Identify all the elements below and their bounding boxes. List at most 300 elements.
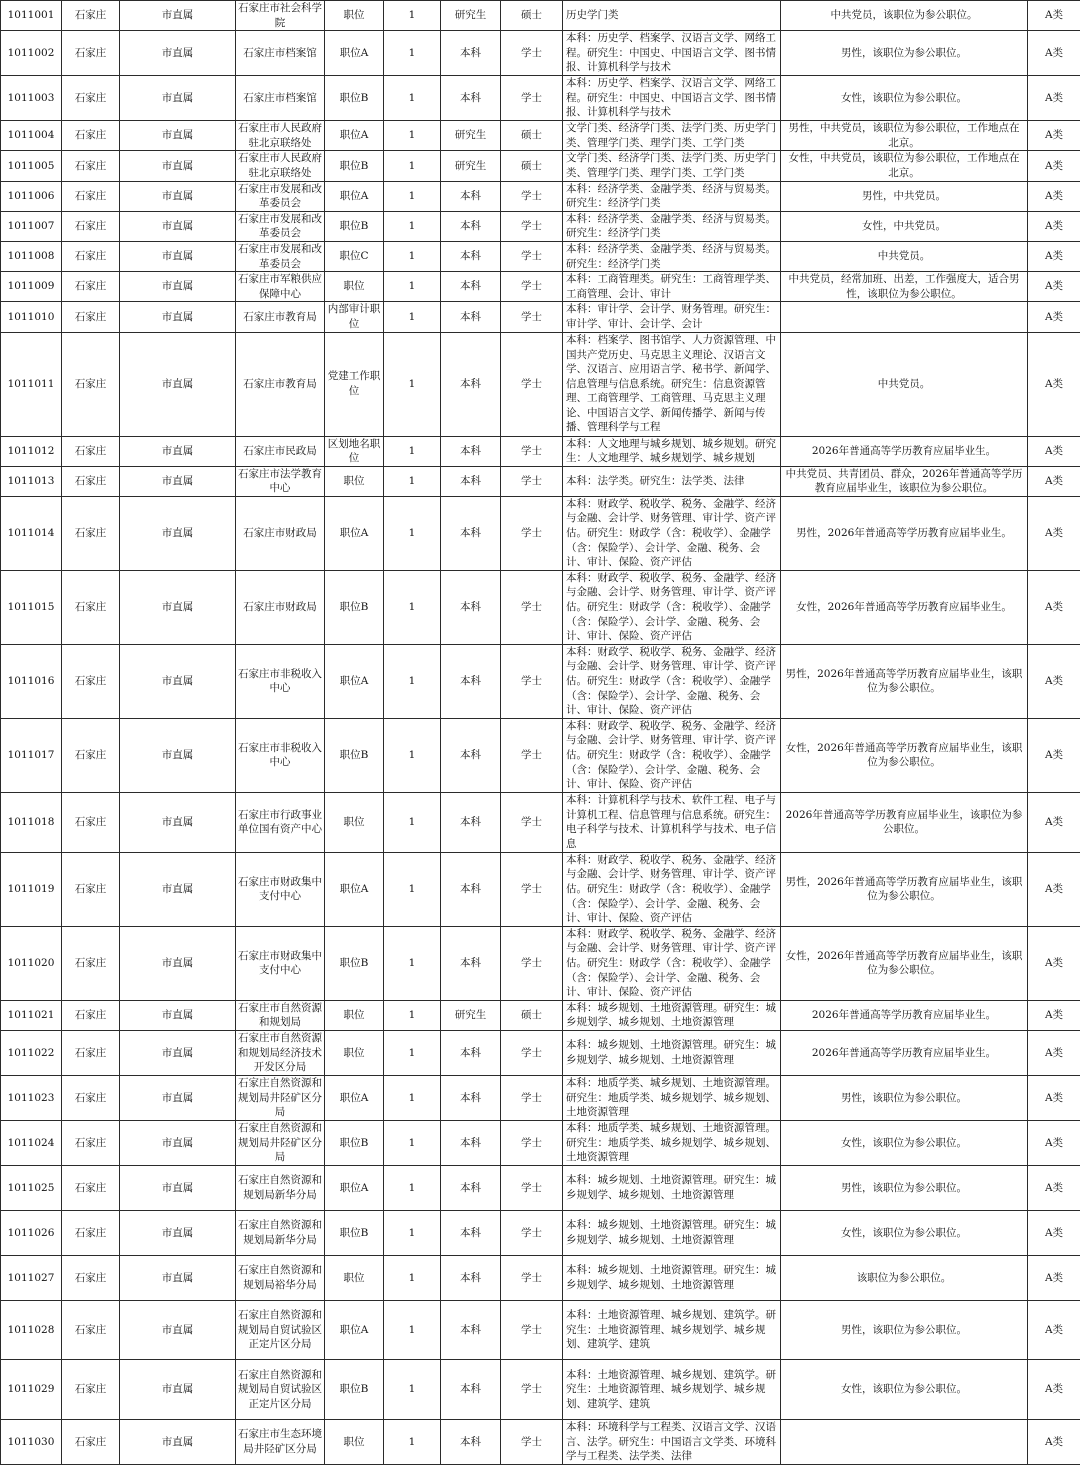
table-row: [1, 302, 1080, 332]
education-cell: 本科: [441, 1211, 501, 1256]
category-cell: A类: [1028, 1000, 1080, 1030]
table-row: [1, 1121, 1080, 1166]
table-row: [1, 1301, 1080, 1360]
category-cell: A类: [1028, 211, 1080, 241]
city-cell: 石家庄: [62, 466, 120, 496]
table-row: [1, 570, 1080, 644]
education-cell: 本科: [441, 1420, 501, 1465]
major-cell: 本科：经济学类、金融学类、经济与贸易类。研究生：经济学门类: [563, 211, 781, 241]
position-name-cell: 内部审计职位: [325, 302, 384, 332]
headcount-cell: 1: [384, 436, 441, 466]
level-cell: 市直属: [120, 852, 236, 926]
position-code-cell: 1011016: [1, 644, 62, 718]
city-cell: 石家庄: [62, 241, 120, 271]
notes-cell: 女性，2026年普通高等学历教育应届毕业生。: [781, 570, 1028, 644]
level-cell: 市直属: [120, 1076, 236, 1121]
major-cell: 本科：城乡规划、土地资源管理。研究生：城乡规划学、城乡规划、土地资源管理: [563, 1166, 781, 1211]
position-code-cell: 1011010: [1, 302, 62, 332]
headcount-cell: 1: [384, 1076, 441, 1121]
table-row: [1, 926, 1080, 1000]
category-cell: A类: [1028, 1121, 1080, 1166]
headcount-cell: 1: [384, 718, 441, 792]
level-cell: 市直属: [120, 926, 236, 1000]
position-code-cell: 1011008: [1, 241, 62, 271]
major-cell: 本科：法学类。研究生：法学类、法律: [563, 466, 781, 496]
headcount-cell: 1: [384, 1360, 441, 1420]
position-code-cell: 1011013: [1, 466, 62, 496]
major-cell: 本科：财政学、税收学、税务、金融学、经济与金融、会计学、财务管理、审计学、资产评估。研究生：财政学（含：税收学）、金融学（含：保险学）、会计学、金融、税务、会计、审计、保险、资产评估: [563, 570, 781, 644]
level-cell: 市直属: [120, 1166, 236, 1211]
position-name-cell: 职位B: [325, 151, 384, 181]
city-cell: 石家庄: [62, 1076, 120, 1121]
position-code-cell: 1011023: [1, 1076, 62, 1121]
major-cell: 本科：城乡规划、土地资源管理。研究生：城乡规划学、城乡规划、土地资源管理: [563, 1256, 781, 1301]
level-cell: 市直属: [120, 718, 236, 792]
category-cell: A类: [1028, 1420, 1080, 1465]
city-cell: 石家庄: [62, 1211, 120, 1256]
headcount-cell: 1: [384, 644, 441, 718]
agency-cell: 石家庄市自然资源和规划局: [236, 1000, 325, 1030]
category-cell: A类: [1028, 1211, 1080, 1256]
agency-cell: 石家庄自然资源和规划局新华分局: [236, 1166, 325, 1211]
major-cell: 本科：环境科学与工程类、汉语言文学、汉语言、法学。研究生：中国语言文学类、环境科学与工程类、法学类、法律: [563, 1420, 781, 1465]
headcount-cell: 1: [384, 241, 441, 271]
headcount-cell: 1: [384, 121, 441, 151]
education-cell: 本科: [441, 436, 501, 466]
major-cell: 本科：财政学、税收学、税务、金融学、经济与金融、会计学、财务管理、审计学、资产评估。研究生：财政学（含：税收学）、金融学（含：保险学）、会计学、金融、税务、会计、审计、保险、资产评估: [563, 926, 781, 1000]
major-cell: 本科：城乡规划、土地资源管理。研究生：城乡规划学、城乡规划、土地资源管理: [563, 1211, 781, 1256]
level-cell: 市直属: [120, 211, 236, 241]
degree-cell: 学士: [501, 1301, 563, 1360]
level-cell: 市直属: [120, 1031, 236, 1076]
agency-cell: 石家庄市行政事业单位国有资产中心: [236, 792, 325, 852]
education-cell: 本科: [441, 211, 501, 241]
level-cell: 市直属: [120, 1256, 236, 1301]
city-cell: 石家庄: [62, 1420, 120, 1465]
education-cell: 本科: [441, 1121, 501, 1166]
category-cell: A类: [1028, 436, 1080, 466]
position-name-cell: 职位B: [325, 211, 384, 241]
notes-cell: 女性，中共党员，该职位为参公职位，工作地点在北京。: [781, 151, 1028, 181]
position-name-cell: 职位: [325, 1256, 384, 1301]
city-cell: 石家庄: [62, 718, 120, 792]
degree-cell: 学士: [501, 718, 563, 792]
degree-cell: 学士: [501, 31, 563, 76]
city-cell: 石家庄: [62, 1360, 120, 1420]
city-cell: 石家庄: [62, 1256, 120, 1301]
level-cell: 市直属: [120, 644, 236, 718]
agency-cell: 石家庄市生态环境局井陉矿区分局: [236, 1420, 325, 1465]
city-cell: 石家庄: [62, 1000, 120, 1030]
degree-cell: 学士: [501, 272, 563, 302]
notes-cell: 2026年普通高等学历教育应届毕业生。: [781, 1031, 1028, 1076]
education-cell: 本科: [441, 570, 501, 644]
level-cell: 市直属: [120, 1211, 236, 1256]
major-cell: 本科：土地资源管理、城乡规划、建筑学。研究生：土地资源管理、城乡规划学、城乡规划、建筑学、建筑: [563, 1301, 781, 1360]
table-row: [1, 241, 1080, 271]
position-code-cell: 1011011: [1, 332, 62, 436]
degree-cell: 学士: [501, 1211, 563, 1256]
headcount-cell: 1: [384, 151, 441, 181]
education-cell: 本科: [441, 1360, 501, 1420]
major-cell: 本科：地质学类、城乡规划、土地资源管理。研究生：地质学类、城乡规划学、城乡规划、土地资源管理: [563, 1076, 781, 1121]
position-name-cell: 党建工作职位: [325, 332, 384, 436]
agency-cell: 石家庄自然资源和规划局井陉矿区分局: [236, 1121, 325, 1166]
education-cell: 本科: [441, 272, 501, 302]
notes-cell: 女性，2026年普通高等学历教育应届毕业生，该职位为参公职位。: [781, 718, 1028, 792]
city-cell: 石家庄: [62, 496, 120, 570]
headcount-cell: 1: [384, 466, 441, 496]
category-cell: A类: [1028, 272, 1080, 302]
major-cell: 本科：城乡规划、土地资源管理。研究生：城乡规划学、城乡规划、土地资源管理: [563, 1031, 781, 1076]
major-cell: 本科：计算机科学与技术、软件工程、电子与计算机工程、信息管理与信息系统。研究生：电子科学与技术、计算机科学与技术、电子信息: [563, 792, 781, 852]
degree-cell: 学士: [501, 852, 563, 926]
table-row: [1, 792, 1080, 852]
city-cell: 石家庄: [62, 1031, 120, 1076]
position-code-cell: 1011025: [1, 1166, 62, 1211]
position-name-cell: 职位A: [325, 496, 384, 570]
level-cell: 市直属: [120, 496, 236, 570]
category-cell: A类: [1028, 718, 1080, 792]
position-code-cell: 1011004: [1, 121, 62, 151]
position-code-cell: 1011018: [1, 792, 62, 852]
table-row: [1, 1211, 1080, 1256]
notes-cell: 女性，该职位为参公职位。: [781, 1360, 1028, 1420]
city-cell: 石家庄: [62, 121, 120, 151]
position-name-cell: 职位A: [325, 121, 384, 151]
notes-cell: 男性，该职位为参公职位。: [781, 31, 1028, 76]
notes-cell: 男性，中共党员。: [781, 181, 1028, 211]
position-name-cell: 职位A: [325, 1301, 384, 1360]
notes-cell: [781, 1420, 1028, 1465]
agency-cell: 石家庄市教育局: [236, 302, 325, 332]
major-cell: 历史学门类: [563, 1, 781, 31]
city-cell: 石家庄: [62, 31, 120, 76]
degree-cell: 学士: [501, 792, 563, 852]
position-code-cell: 1011027: [1, 1256, 62, 1301]
position-code-cell: 1011029: [1, 1360, 62, 1420]
category-cell: A类: [1028, 496, 1080, 570]
category-cell: A类: [1028, 241, 1080, 271]
major-cell: 本科：历史学、档案学、汉语言文学、网络工程。研究生：中国史、中国语言文学、图书情报、计算机科学与技术: [563, 31, 781, 76]
major-cell: 文学门类、经济学门类、法学门类、历史学门类、管理学门类、理学门类、工学门类: [563, 121, 781, 151]
table-row: [1, 466, 1080, 496]
education-cell: 研究生: [441, 1, 501, 31]
positions-table-body: [1, 1, 1080, 1465]
city-cell: 石家庄: [62, 151, 120, 181]
headcount-cell: 1: [384, 1031, 441, 1076]
table-row: [1, 181, 1080, 211]
position-code-cell: 1011001: [1, 1, 62, 31]
city-cell: 石家庄: [62, 644, 120, 718]
category-cell: A类: [1028, 76, 1080, 121]
agency-cell: 石家庄市人民政府驻北京联络处: [236, 121, 325, 151]
notes-cell: 中共党员。: [781, 241, 1028, 271]
notes-cell: 男性，2026年普通高等学历教育应届毕业生，该职位为参公职位。: [781, 852, 1028, 926]
table-row: [1, 1, 1080, 31]
degree-cell: 学士: [501, 1256, 563, 1301]
headcount-cell: 1: [384, 1121, 441, 1166]
level-cell: 市直属: [120, 792, 236, 852]
headcount-cell: 1: [384, 211, 441, 241]
position-name-cell: 职位B: [325, 570, 384, 644]
position-code-cell: 1011015: [1, 570, 62, 644]
notes-cell: 男性，该职位为参公职位。: [781, 1166, 1028, 1211]
position-code-cell: 1011028: [1, 1301, 62, 1360]
position-name-cell: 职位: [325, 1031, 384, 1076]
major-cell: 本科：经济学类、金融学类、经济与贸易类。研究生：经济学门类: [563, 241, 781, 271]
notes-cell: 女性，该职位为参公职位。: [781, 1121, 1028, 1166]
position-code-cell: 1011020: [1, 926, 62, 1000]
notes-cell: 男性，2026年普通高等学历教育应届毕业生。: [781, 496, 1028, 570]
headcount-cell: 1: [384, 1256, 441, 1301]
headcount-cell: 1: [384, 496, 441, 570]
level-cell: 市直属: [120, 121, 236, 151]
degree-cell: 硕士: [501, 1, 563, 31]
education-cell: 本科: [441, 718, 501, 792]
position-name-cell: 职位A: [325, 852, 384, 926]
major-cell: 本科：财政学、税收学、税务、金融学、经济与金融、会计学、财务管理、审计学、资产评估。研究生：财政学（含：税收学）、金融学（含：保险学）、会计学、金融、税务、会计、审计、保险、资产评估: [563, 644, 781, 718]
notes-cell: 男性，2026年普通高等学历教育应届毕业生，该职位为参公职位。: [781, 644, 1028, 718]
notes-cell: 男性，该职位为参公职位。: [781, 1301, 1028, 1360]
headcount-cell: 1: [384, 1301, 441, 1360]
agency-cell: 石家庄市军粮供应保障中心: [236, 272, 325, 302]
agency-cell: 石家庄市法学教育中心: [236, 466, 325, 496]
major-cell: 本科：财政学、税收学、税务、金融学、经济与金融、会计学、财务管理、审计学、资产评估。研究生：财政学（含：税收学）、金融学（含：保险学）、会计学、金融、税务、会计、审计、保险、资产评估: [563, 496, 781, 570]
notes-cell: 男性，中共党员，该职位为参公职位，工作地点在北京。: [781, 121, 1028, 151]
category-cell: A类: [1028, 1166, 1080, 1211]
agency-cell: 石家庄自然资源和规划局自贸试验区正定片区分局: [236, 1360, 325, 1420]
agency-cell: 石家庄市档案馆: [236, 76, 325, 121]
category-cell: A类: [1028, 1301, 1080, 1360]
city-cell: 石家庄: [62, 436, 120, 466]
position-name-cell: 职位: [325, 466, 384, 496]
education-cell: 本科: [441, 1166, 501, 1211]
agency-cell: 石家庄市人民政府驻北京联络处: [236, 151, 325, 181]
agency-cell: 石家庄市发展和改革委员会: [236, 211, 325, 241]
agency-cell: 石家庄市教育局: [236, 332, 325, 436]
category-cell: A类: [1028, 302, 1080, 332]
headcount-cell: 1: [384, 1166, 441, 1211]
agency-cell: 石家庄市发展和改革委员会: [236, 241, 325, 271]
headcount-cell: 1: [384, 1, 441, 31]
education-cell: 本科: [441, 332, 501, 436]
education-cell: 本科: [441, 302, 501, 332]
city-cell: 石家庄: [62, 211, 120, 241]
notes-cell: 2026年普通高等学历教育应届毕业生，该职位为参公职位。: [781, 792, 1028, 852]
position-code-cell: 1011026: [1, 1211, 62, 1256]
city-cell: 石家庄: [62, 792, 120, 852]
notes-cell: 中共党员、共青团员、群众，2026年普通高等学历教育应届毕业生，该职位为参公职位。: [781, 466, 1028, 496]
notes-cell: 女性，该职位为参公职位。: [781, 1211, 1028, 1256]
table-row: [1, 272, 1080, 302]
position-code-cell: 1011005: [1, 151, 62, 181]
agency-cell: 石家庄自然资源和规划局裕华分局: [236, 1256, 325, 1301]
agency-cell: 石家庄市社会科学院: [236, 1, 325, 31]
level-cell: 市直属: [120, 1301, 236, 1360]
agency-cell: 石家庄市财政集中支付中心: [236, 926, 325, 1000]
notes-cell: 中共党员。: [781, 332, 1028, 436]
degree-cell: 学士: [501, 181, 563, 211]
category-cell: A类: [1028, 121, 1080, 151]
level-cell: 市直属: [120, 241, 236, 271]
position-name-cell: 职位A: [325, 181, 384, 211]
level-cell: 市直属: [120, 332, 236, 436]
headcount-cell: 1: [384, 302, 441, 332]
headcount-cell: 1: [384, 1420, 441, 1465]
degree-cell: 学士: [501, 1166, 563, 1211]
agency-cell: 石家庄市非税收入中心: [236, 644, 325, 718]
degree-cell: 学士: [501, 570, 563, 644]
headcount-cell: 1: [384, 181, 441, 211]
position-name-cell: 职位B: [325, 718, 384, 792]
degree-cell: 学士: [501, 332, 563, 436]
table-row: [1, 1076, 1080, 1121]
table-row: [1, 644, 1080, 718]
level-cell: 市直属: [120, 31, 236, 76]
education-cell: 本科: [441, 496, 501, 570]
position-code-cell: 1011030: [1, 1420, 62, 1465]
education-cell: 本科: [441, 644, 501, 718]
headcount-cell: 1: [384, 792, 441, 852]
city-cell: 石家庄: [62, 76, 120, 121]
notes-cell: 女性，中共党员。: [781, 211, 1028, 241]
education-cell: 本科: [441, 852, 501, 926]
position-code-cell: 1011012: [1, 436, 62, 466]
major-cell: 本科：财政学、税收学、税务、金融学、经济与金融、会计学、财务管理、审计学、资产评估。研究生：财政学（含：税收学）、金融学（含：保险学）、会计学、金融、税务、会计、审计、保险、资产评估: [563, 852, 781, 926]
table-row: [1, 852, 1080, 926]
position-code-cell: 1011007: [1, 211, 62, 241]
city-cell: 石家庄: [62, 302, 120, 332]
level-cell: 市直属: [120, 570, 236, 644]
category-cell: A类: [1028, 466, 1080, 496]
level-cell: 市直属: [120, 272, 236, 302]
level-cell: 市直属: [120, 466, 236, 496]
category-cell: A类: [1028, 151, 1080, 181]
category-cell: A类: [1028, 332, 1080, 436]
agency-cell: 石家庄自然资源和规划局新华分局: [236, 1211, 325, 1256]
table-row: [1, 211, 1080, 241]
level-cell: 市直属: [120, 151, 236, 181]
city-cell: 石家庄: [62, 1121, 120, 1166]
degree-cell: 学士: [501, 436, 563, 466]
degree-cell: 学士: [501, 466, 563, 496]
major-cell: 本科：经济学类、金融学类、经济与贸易类。研究生：经济学门类: [563, 181, 781, 211]
notes-cell: 女性，2026年普通高等学历教育应届毕业生，该职位为参公职位。: [781, 926, 1028, 1000]
category-cell: A类: [1028, 1256, 1080, 1301]
category-cell: A类: [1028, 181, 1080, 211]
position-name-cell: 职位B: [325, 926, 384, 1000]
degree-cell: 学士: [501, 1121, 563, 1166]
major-cell: 文学门类、经济学门类、法学门类、历史学门类、管理学门类、理学门类、工学门类: [563, 151, 781, 181]
table-row: [1, 151, 1080, 181]
table-row: [1, 1000, 1080, 1030]
agency-cell: 石家庄自然资源和规划局自贸试验区正定片区分局: [236, 1301, 325, 1360]
education-cell: 本科: [441, 466, 501, 496]
position-code-cell: 1011002: [1, 31, 62, 76]
education-cell: 本科: [441, 1301, 501, 1360]
category-cell: A类: [1028, 852, 1080, 926]
position-name-cell: 职位: [325, 272, 384, 302]
degree-cell: 学士: [501, 926, 563, 1000]
city-cell: 石家庄: [62, 272, 120, 302]
headcount-cell: 1: [384, 31, 441, 76]
degree-cell: 学士: [501, 211, 563, 241]
category-cell: A类: [1028, 1031, 1080, 1076]
table-row: [1, 1360, 1080, 1420]
city-cell: 石家庄: [62, 1, 120, 31]
position-name-cell: 职位C: [325, 241, 384, 271]
headcount-cell: 1: [384, 852, 441, 926]
headcount-cell: 1: [384, 570, 441, 644]
position-name-cell: 职位: [325, 1, 384, 31]
table-row: [1, 718, 1080, 792]
position-code-cell: 1011022: [1, 1031, 62, 1076]
category-cell: A类: [1028, 926, 1080, 1000]
position-name-cell: 职位: [325, 792, 384, 852]
degree-cell: 学士: [501, 1420, 563, 1465]
category-cell: A类: [1028, 570, 1080, 644]
category-cell: A类: [1028, 1076, 1080, 1121]
education-cell: 本科: [441, 792, 501, 852]
notes-cell: 2026年普通高等学历教育应届毕业生。: [781, 1000, 1028, 1030]
headcount-cell: 1: [384, 332, 441, 436]
degree-cell: 学士: [501, 644, 563, 718]
table-row: [1, 31, 1080, 76]
degree-cell: 学士: [501, 496, 563, 570]
category-cell: A类: [1028, 792, 1080, 852]
position-code-cell: 1011017: [1, 718, 62, 792]
position-code-cell: 1011014: [1, 496, 62, 570]
major-cell: 本科：工商管理类。研究生：工商管理学类、工商管理、会计、审计: [563, 272, 781, 302]
level-cell: 市直属: [120, 1121, 236, 1166]
education-cell: 本科: [441, 1031, 501, 1076]
education-cell: 研究生: [441, 1000, 501, 1030]
level-cell: 市直属: [120, 1420, 236, 1465]
agency-cell: 石家庄市非税收入中心: [236, 718, 325, 792]
notes-cell: 该职位为参公职位。: [781, 1256, 1028, 1301]
major-cell: 本科：土地资源管理、城乡规划、建筑学。研究生：土地资源管理、城乡规划学、城乡规划、建筑学、建筑: [563, 1360, 781, 1420]
level-cell: 市直属: [120, 302, 236, 332]
position-name-cell: 职位B: [325, 1211, 384, 1256]
notes-cell: 中共党员，该职位为参公职位。: [781, 1, 1028, 31]
notes-cell: 2026年普通高等学历教育应届毕业生。: [781, 436, 1028, 466]
agency-cell: 石家庄市民政局: [236, 436, 325, 466]
level-cell: 市直属: [120, 181, 236, 211]
position-name-cell: 职位B: [325, 1121, 384, 1166]
table-row: [1, 332, 1080, 436]
agency-cell: 石家庄市财政局: [236, 496, 325, 570]
agency-cell: 石家庄市财政集中支付中心: [236, 852, 325, 926]
education-cell: 本科: [441, 31, 501, 76]
position-name-cell: 职位A: [325, 31, 384, 76]
level-cell: 市直属: [120, 1, 236, 31]
education-cell: 研究生: [441, 151, 501, 181]
table-row: [1, 1031, 1080, 1076]
category-cell: A类: [1028, 1, 1080, 31]
major-cell: 本科：人文地理与城乡规划、城乡规划。研究生：人文地理学、城乡规划学、城乡规划: [563, 436, 781, 466]
headcount-cell: 1: [384, 272, 441, 302]
notes-cell: 女性，该职位为参公职位。: [781, 76, 1028, 121]
position-code-cell: 1011009: [1, 272, 62, 302]
position-code-cell: 1011021: [1, 1000, 62, 1030]
notes-cell: 中共党员，经常加班、出差，工作强度大，适合男性，该职位为参公职位。: [781, 272, 1028, 302]
position-code-cell: 1011024: [1, 1121, 62, 1166]
major-cell: 本科：城乡规划、土地资源管理。研究生：城乡规划学、城乡规划、土地资源管理: [563, 1000, 781, 1030]
agency-cell: 石家庄自然资源和规划局井陉矿区分局: [236, 1076, 325, 1121]
city-cell: 石家庄: [62, 181, 120, 211]
headcount-cell: 1: [384, 1000, 441, 1030]
